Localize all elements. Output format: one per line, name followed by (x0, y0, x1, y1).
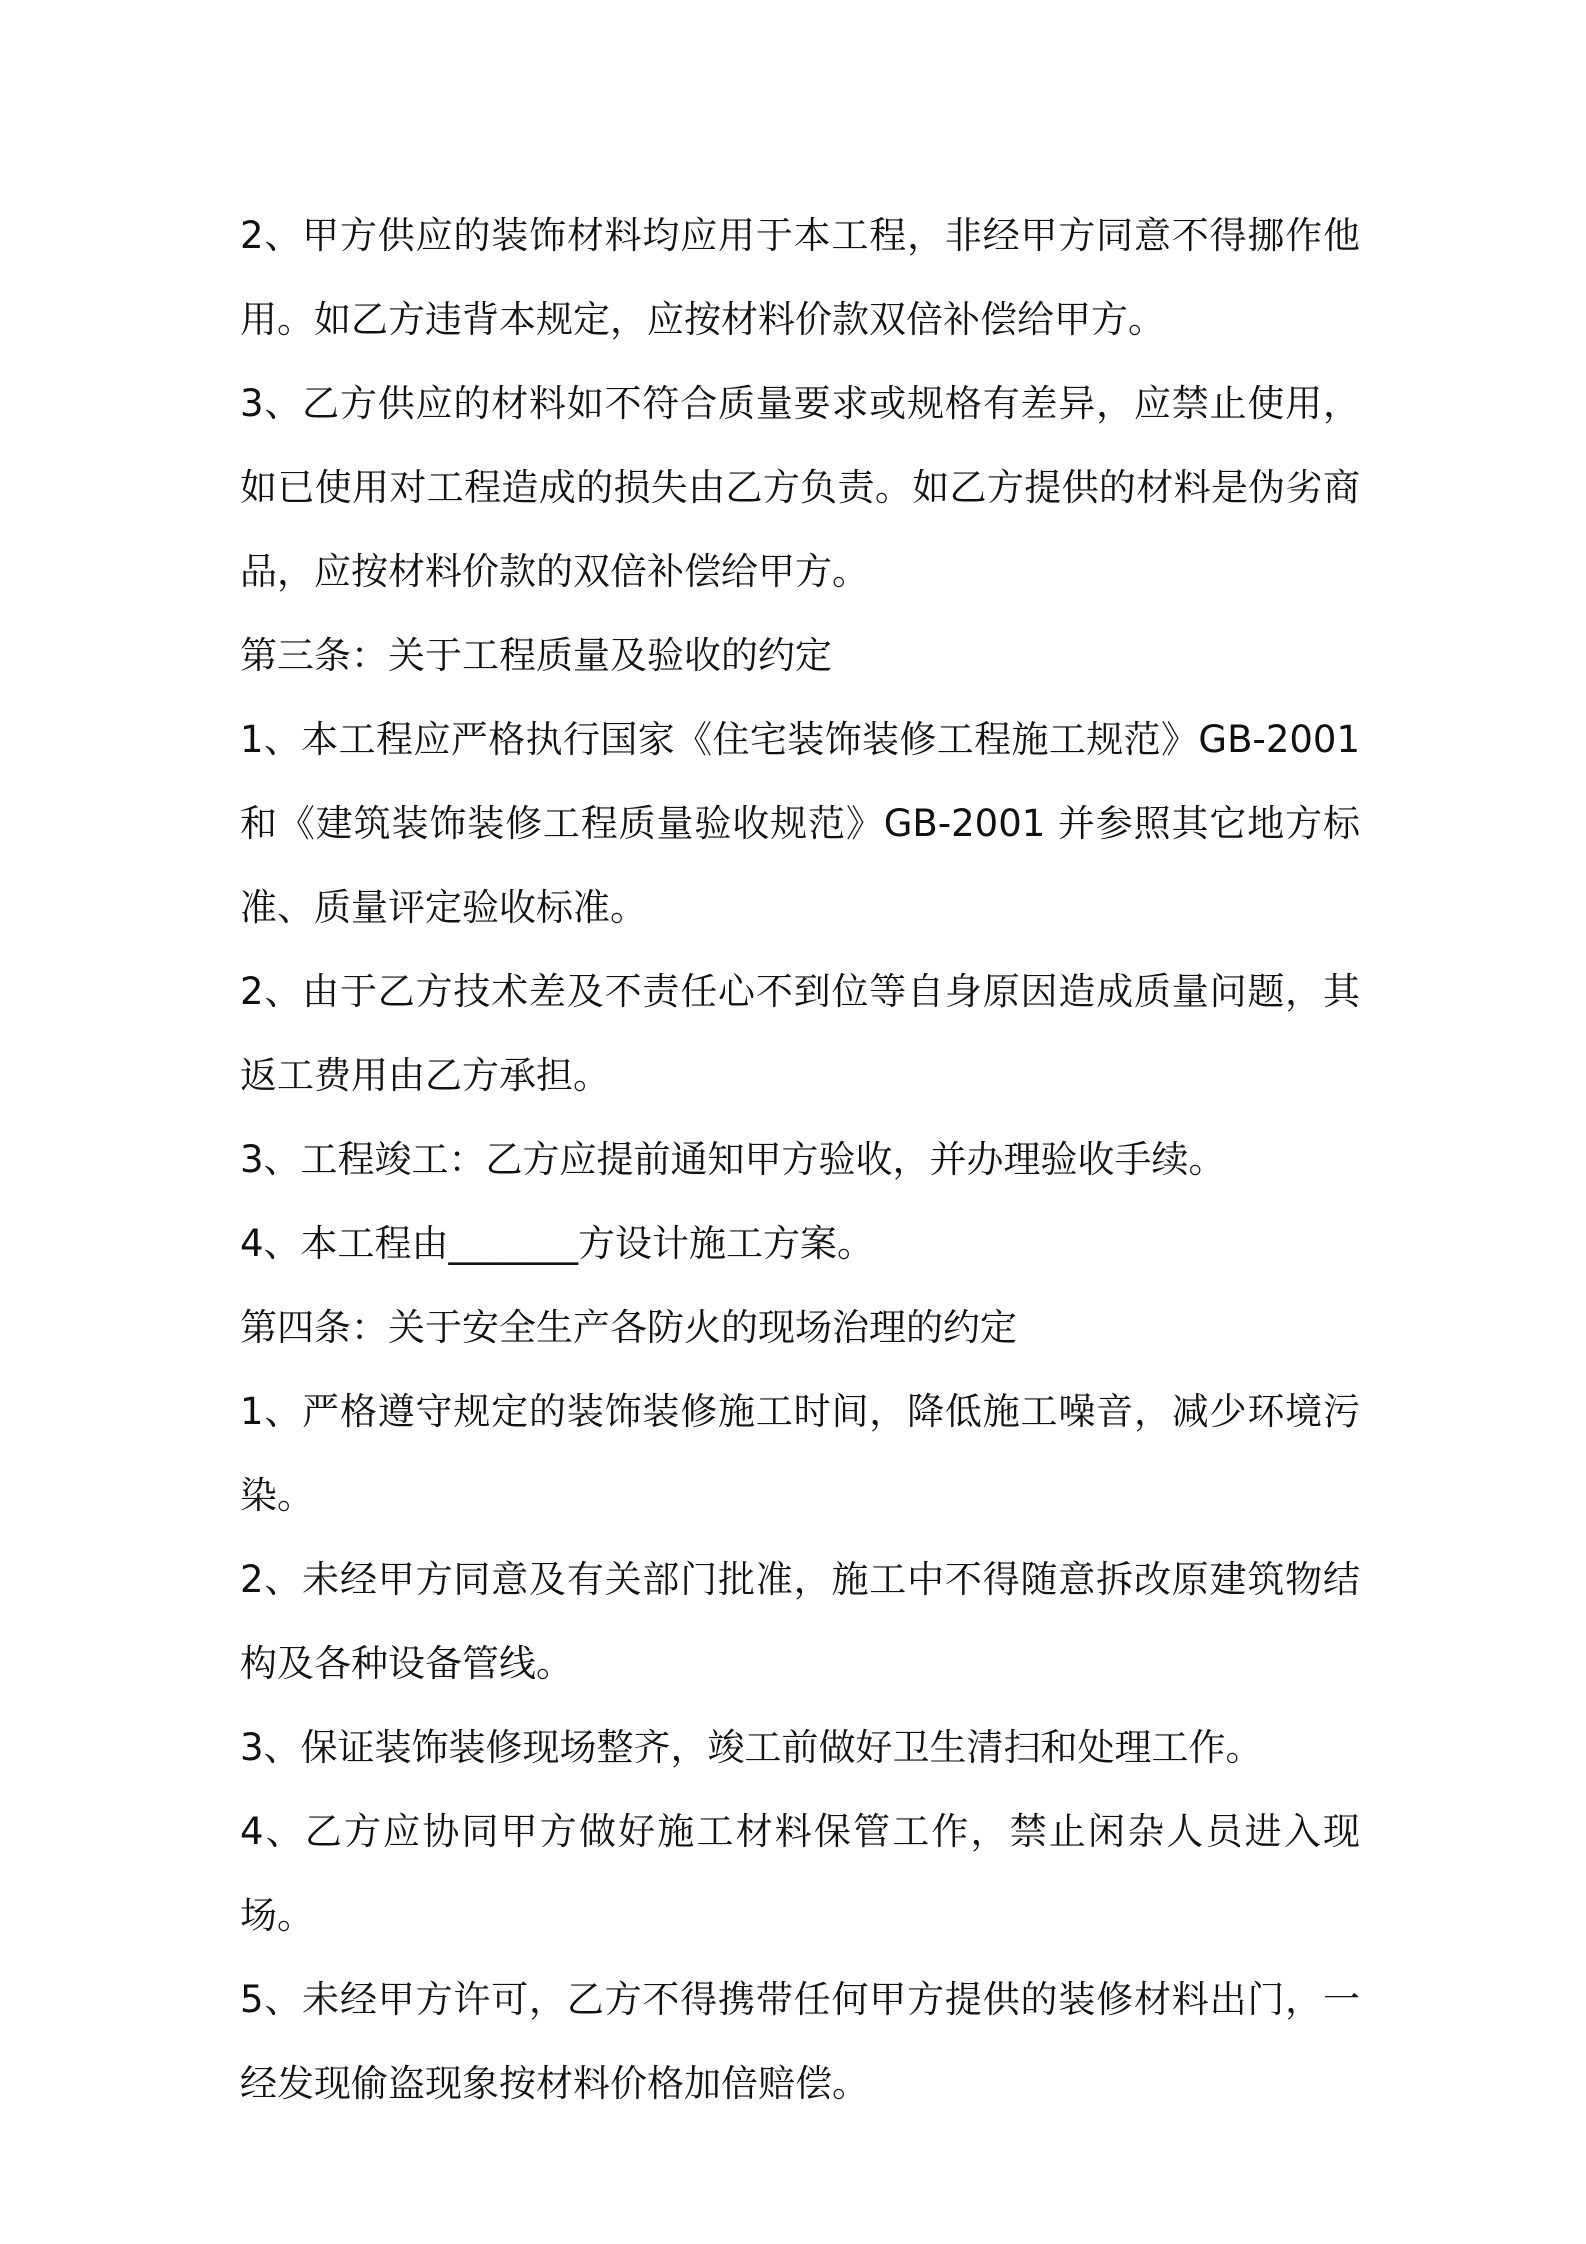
clause-1-noise: 1、严格遵守规定的装饰装修施工时间，降低施工噪音，减少环境污染。 (240, 1390, 1360, 1517)
section-heading-article-4: 第四条：关于安全生产各防火的现场治理的约定 (240, 1306, 1017, 1349)
clause-3-cleanup: 3、保证装饰装修现场整齐，竣工前做好卫生清扫和处理工作。 (240, 1726, 1263, 1769)
document-page (240, 194, 1360, 2126)
clause-2-materials-use: 2、甲方供应的装饰材料均应用于本工程，非经甲方同意不得挪作他用。如乙方违背本规定，应按材料价款双倍补偿给甲方。 (240, 214, 1360, 341)
clause-3-materials-quality: 3、乙方供应的材料如不符合质量要求或规格有差异，应禁止使用，如已使用对工程造成的损失由乙方负责。如乙方提供的材料是伪劣商品，应按材料价款的双倍补偿给甲方。 (240, 382, 1360, 593)
clause-1-standards: 1、本工程应严格执行国家《住宅装饰装修工程施工规范》GB-2001和《建筑装饰装修工程质量验收规范》GB-2001 并参照其它地方标准、质量评定验收标准。 (240, 718, 1360, 929)
clause-4-storage: 4、乙方应协同甲方做好施工材料保管工作，禁止闲杂人员进入现场。 (240, 1810, 1360, 1937)
section-heading-article-3: 第三条：关于工程质量及验收的约定 (240, 634, 832, 677)
clause-2-structure: 2、未经甲方同意及有关部门批准，施工中不得随意拆改原建筑物结构及各种设备管线。 (240, 1558, 1360, 1685)
clause-3-completion: 3、工程竣工：乙方应提前通知甲方验收，并办理验收手续。 (240, 1138, 1226, 1181)
clause-2-rework-cost: 2、由于乙方技术差及不责任心不到位等自身原因造成质量问题，其返工费用由乙方承担。 (240, 970, 1360, 1097)
clause-5-theft: 5、未经甲方许可，乙方不得携带任何甲方提供的装修材料出门，一经发现偷盗现象按材料价格加倍赔偿。 (240, 1978, 1360, 2105)
clause-4-design: 4、本工程由_______方设计施工方案。 (240, 1222, 875, 1265)
